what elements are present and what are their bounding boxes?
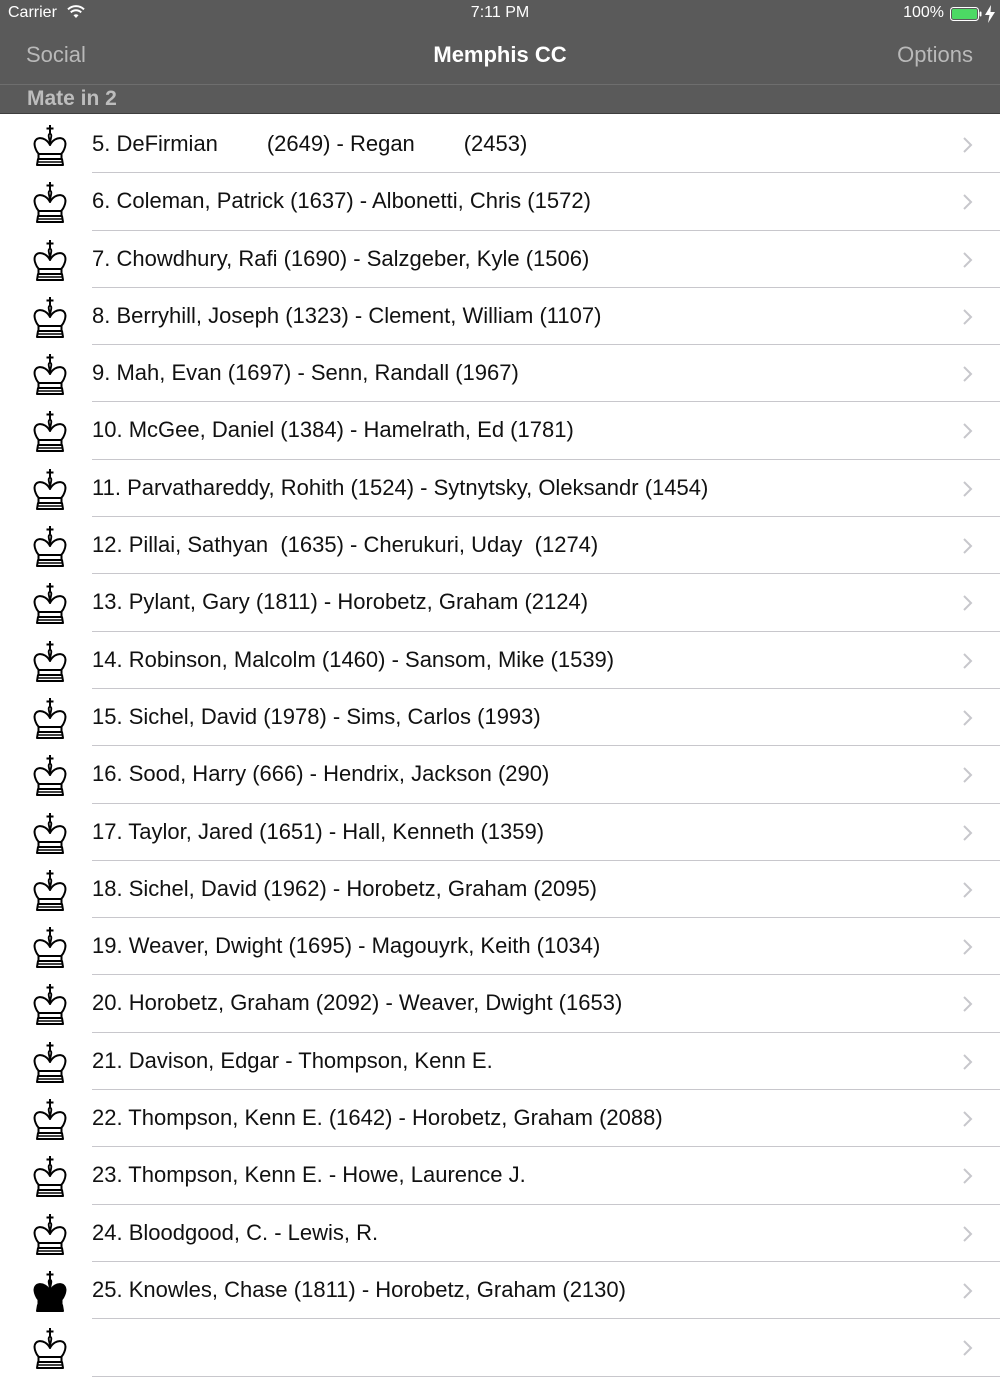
game-title: 9. Mah, Evan (1697) - Senn, Randall (1967): [92, 360, 519, 386]
game-title: 24. Bloodgood, C. - Lewis, R.: [92, 1219, 379, 1245]
game-title: 12. Pillai, Sathyan (1635) - Cherukuri, Uday (1274): [92, 532, 599, 558]
game-row[interactable]: [0, 918, 1000, 975]
game-title: 6. Coleman, Patrick (1637) - Albonetti, Chris (1572): [92, 188, 591, 214]
chevron-right-icon: [962, 1053, 974, 1071]
chevron-right-icon: [962, 1339, 974, 1357]
white-king-icon: [28, 754, 72, 798]
game-title: 11. Parvathareddy, Rohith (1524) - Sytnytsky, Oleksandr (1454): [92, 474, 709, 500]
game-row[interactable]: [0, 1205, 1000, 1262]
game-title: 14. Robinson, Malcolm (1460) - Sansom, Mike (1539): [92, 646, 615, 672]
section-title: Mate in 2: [27, 87, 117, 110]
navigation-bar: [0, 28, 1000, 85]
game-row[interactable]: [0, 173, 1000, 230]
game-row[interactable]: [0, 345, 1000, 402]
chevron-right-icon: [962, 1225, 974, 1243]
white-king-icon: [28, 410, 72, 454]
game-row[interactable]: [0, 1262, 1000, 1319]
game-row[interactable]: [0, 231, 1000, 288]
chevron-right-icon: [962, 193, 974, 211]
game-row[interactable]: [0, 1319, 1000, 1376]
white-king-icon: [28, 525, 72, 569]
game-row[interactable]: [0, 746, 1000, 803]
game-title: 21. Davison, Edgar - Thompson, Kenn E.: [92, 1047, 493, 1073]
white-king-icon: [28, 124, 72, 168]
chevron-right-icon: [962, 136, 974, 154]
game-row[interactable]: [0, 574, 1000, 631]
white-king-icon: [28, 1098, 72, 1142]
white-king-icon: [28, 239, 72, 283]
game-list: [0, 116, 1000, 1377]
game-title: 20. Horobetz, Graham (2092) - Weaver, Dwight (1653): [92, 990, 623, 1016]
white-king-icon: [28, 1213, 72, 1257]
chevron-right-icon: [962, 938, 974, 956]
charging-icon: [984, 5, 996, 23]
chevron-right-icon: [962, 594, 974, 612]
white-king-icon: [28, 181, 72, 225]
white-king-icon: [28, 468, 72, 512]
game-title: 19. Weaver, Dwight (1695) - Magouyrk, Keith (1034): [92, 933, 601, 959]
chevron-right-icon: [962, 308, 974, 326]
chevron-right-icon: [962, 1167, 974, 1185]
white-king-icon: [28, 983, 72, 1027]
white-king-icon: [28, 926, 72, 970]
game-row[interactable]: [0, 1090, 1000, 1147]
chevron-right-icon: [962, 365, 974, 383]
game-title: 15. Sichel, David (1978) - Sims, Carlos (1993): [92, 703, 541, 729]
white-king-icon: [28, 1155, 72, 1199]
game-title: 16. Sood, Harry (666) - Hendrix, Jackson (290): [92, 761, 550, 787]
game-row[interactable]: [0, 861, 1000, 918]
game-row[interactable]: [0, 804, 1000, 861]
chevron-right-icon: [962, 766, 974, 784]
game-title: 25. Knowles, Chase (1811) - Horobetz, Graham (2130): [92, 1276, 626, 1302]
chevron-right-icon: [962, 652, 974, 670]
clock: 7:11 PM: [470, 4, 530, 21]
chevron-right-icon: [962, 881, 974, 899]
white-king-icon: [28, 296, 72, 340]
options-button[interactable]: Options: [897, 42, 973, 67]
game-row[interactable]: [0, 517, 1000, 574]
white-king-icon: [28, 869, 72, 913]
game-row[interactable]: [0, 632, 1000, 689]
chevron-right-icon: [962, 824, 974, 842]
game-title: 23. Thompson, Kenn E. - Howe, Laurence J.: [92, 1162, 526, 1188]
game-title: 13. Pylant, Gary (1811) - Horobetz, Graham (2124): [92, 589, 589, 615]
white-king-icon: [28, 697, 72, 741]
battery-percent: 100%: [903, 4, 944, 21]
chevron-right-icon: [962, 480, 974, 498]
white-king-icon: [28, 582, 72, 626]
game-title: 8. Berryhill, Joseph (1323) - Clement, William (1107): [92, 302, 602, 328]
section-header: [0, 85, 1000, 114]
white-king-icon: [28, 812, 72, 856]
game-row[interactable]: [0, 1033, 1000, 1090]
row-separator: [92, 1376, 1000, 1377]
game-title: 22. Thompson, Kenn E. (1642) - Horobetz, Graham (2088): [92, 1105, 663, 1131]
page-title: Memphis CC: [433, 42, 567, 67]
game-row[interactable]: [0, 1147, 1000, 1204]
chevron-right-icon: [962, 1110, 974, 1128]
battery-icon: [950, 7, 982, 21]
white-king-icon: [28, 640, 72, 684]
black-king-icon: [28, 1270, 72, 1314]
chevron-right-icon: [962, 1282, 974, 1300]
game-title: 10. McGee, Daniel (1384) - Hamelrath, Ed (1781): [92, 417, 574, 443]
chevron-right-icon: [962, 251, 974, 269]
game-title: 17. Taylor, Jared (1651) - Hall, Kenneth (1359): [92, 818, 545, 844]
white-king-icon: [28, 1041, 72, 1085]
white-king-icon: [28, 353, 72, 397]
social-button[interactable]: Social: [26, 42, 86, 67]
game-row[interactable]: [0, 975, 1000, 1032]
chevron-right-icon: [962, 422, 974, 440]
game-row[interactable]: [0, 116, 1000, 173]
game-row[interactable]: [0, 288, 1000, 345]
game-row[interactable]: [0, 689, 1000, 746]
game-row[interactable]: [0, 460, 1000, 517]
carrier-label: Carrier: [8, 4, 57, 21]
game-row[interactable]: [0, 402, 1000, 459]
status-bar: [0, 0, 1000, 28]
chevron-right-icon: [962, 995, 974, 1013]
game-title: 5. DeFirmian (2649) - Regan (2453): [92, 131, 528, 156]
game-title: 18. Sichel, David (1962) - Horobetz, Graham (2095): [92, 875, 598, 901]
chevron-right-icon: [962, 709, 974, 727]
game-title: 7. Chowdhury, Rafi (1690) - Salzgeber, Kyle (1506): [92, 245, 590, 271]
chevron-right-icon: [962, 537, 974, 555]
